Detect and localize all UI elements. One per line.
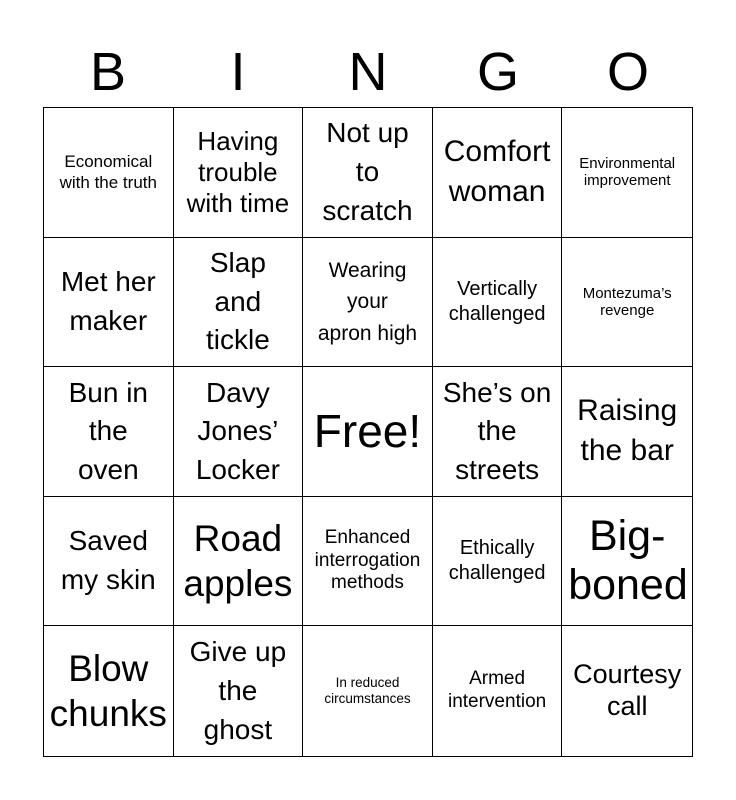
bingo-cell-text: Saved my skin xyxy=(60,525,156,596)
bingo-cell-text: Slap and tickle xyxy=(205,246,270,356)
bingo-cell-r5-c2[interactable] xyxy=(174,626,304,756)
bingo-cell-text: Met her maker xyxy=(60,266,156,336)
bingo-cell-text: Enhanced interrogation methods xyxy=(314,526,421,594)
bingo-cell-r4-c3[interactable] xyxy=(303,497,433,627)
header-letter-g: G xyxy=(476,42,519,102)
bingo-header xyxy=(43,40,693,104)
bingo-cell-r1-c2[interactable] xyxy=(174,108,304,238)
bingo-cell-r5-c5[interactable] xyxy=(562,626,692,756)
bingo-cell-r3-c3[interactable] xyxy=(303,367,433,497)
bingo-cell-r3-c1[interactable] xyxy=(44,367,174,497)
bingo-cell-text: Environmental improvement xyxy=(579,155,676,190)
bingo-cell-r1-c4[interactable] xyxy=(433,108,563,238)
bingo-cell-r2-c5[interactable] xyxy=(562,238,692,368)
bingo-cell-text: Vertically challenged xyxy=(448,277,546,325)
bingo-cell-r3-c2[interactable] xyxy=(174,367,304,497)
bingo-cell-r1-c5[interactable] xyxy=(562,108,692,238)
bingo-cell-text: Road apples xyxy=(183,517,293,605)
bingo-cell-text: Having trouble with time xyxy=(186,125,290,218)
bingo-cell-text: Big-boned xyxy=(568,511,688,610)
bingo-cell-r2-c1[interactable] xyxy=(44,238,174,368)
bingo-cell-text: She’s on the streets xyxy=(442,376,552,485)
header-letter-n: N xyxy=(348,42,388,102)
bingo-cell-text: Armed intervention xyxy=(447,668,547,713)
bingo-cell-r4-c5[interactable] xyxy=(562,497,692,627)
bingo-cell-text: Wearing your apron high xyxy=(317,258,418,345)
bingo-board xyxy=(43,107,693,757)
bingo-cell-r5-c4[interactable] xyxy=(433,626,563,756)
bingo-cell-text: Give up the ghost xyxy=(189,636,287,745)
header-letter-b: B xyxy=(89,42,127,102)
header-letter-i: I xyxy=(230,42,246,102)
bingo-cell-text: Davy Jones’ Locker xyxy=(195,376,280,485)
bingo-cell-r3-c5[interactable] xyxy=(562,367,692,497)
bingo-cell-r2-c2[interactable] xyxy=(174,238,304,368)
bingo-cell-r5-c3[interactable] xyxy=(303,626,433,756)
bingo-cell-r2-c3[interactable] xyxy=(303,238,433,368)
bingo-cell-r4-c4[interactable] xyxy=(433,497,563,627)
bingo-cell-text: Economical with the truth xyxy=(59,152,157,193)
bingo-cell-r5-c1[interactable] xyxy=(44,626,174,756)
bingo-cell-r3-c4[interactable] xyxy=(433,367,563,497)
bingo-cell-r4-c2[interactable] xyxy=(174,497,304,627)
bingo-cell-text: Raising the bar xyxy=(577,393,678,468)
bingo-cell-r1-c3[interactable] xyxy=(303,108,433,238)
bingo-cell-r1-c1[interactable] xyxy=(44,108,174,238)
bingo-cell-text: Not up to scratch xyxy=(322,117,413,226)
bingo-cell-text: In reduced circumstances xyxy=(324,675,411,707)
bingo-cell-text: Ethically challenged xyxy=(448,537,546,585)
bingo-cell-r2-c4[interactable] xyxy=(433,238,563,368)
bingo-cell-text: Bun in the oven xyxy=(68,376,148,485)
bingo-cell-r4-c1[interactable] xyxy=(44,497,174,627)
free-space-label: Free! xyxy=(313,405,422,458)
bingo-cell-text: Blow chunks xyxy=(49,648,167,735)
bingo-cell-text: Courtesy call xyxy=(573,659,682,722)
bingo-cell-text: Montezuma’s revenge xyxy=(582,284,672,319)
header-letter-o: O xyxy=(606,42,649,102)
bingo-cell-text: Comfort woman xyxy=(443,134,551,209)
